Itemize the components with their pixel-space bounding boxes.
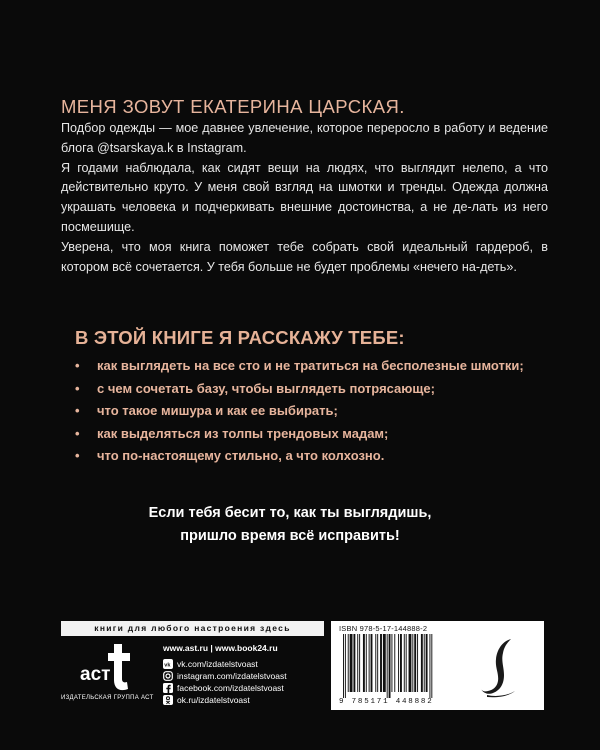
barcode-bar	[429, 634, 430, 698]
social-link[interactable]	[163, 670, 287, 681]
publisher-links	[163, 643, 287, 706]
vk-icon	[163, 659, 173, 669]
barcode-icon	[341, 634, 459, 698]
barcode-bar	[375, 634, 376, 692]
barcode-bar	[431, 634, 432, 698]
list-item-text: с чем сочетать базу, чтобы выглядеть потрясающе;	[97, 380, 435, 396]
instagram-icon	[163, 671, 173, 681]
author-heading: МЕНЯ ЗОВУТ ЕКАТЕРИНА ЦАРСКАЯ.	[61, 96, 405, 117]
svg-text:vk: vk	[164, 661, 171, 668]
social-links	[163, 658, 287, 705]
list-item-text: что такое мишура и как ее выбирать;	[97, 403, 338, 418]
barcode-bar	[353, 634, 355, 692]
barcode-bar	[387, 634, 388, 698]
list-item-text: что по-настоящему стильно, а что колхозно.	[97, 448, 385, 463]
barcode-bar	[398, 634, 399, 692]
cta-line: пришло время всё исправить!	[180, 528, 400, 544]
social-link-text: vk.com/izdatelstvoast	[177, 658, 258, 669]
list-item-text: как выглядеть на все сто и не тратиться на бесполезные шмотки;	[97, 358, 524, 373]
barcode-bar	[417, 634, 418, 692]
list-item	[75, 424, 535, 444]
bullet-icon: •	[75, 358, 80, 373]
social-link-text: instagram.com/izdatelstvoast	[177, 670, 287, 681]
call-to-action	[120, 502, 460, 548]
barcode-bar	[404, 634, 405, 692]
ast-logo-icon	[78, 640, 130, 692]
social-link[interactable]	[163, 694, 287, 705]
barcode-bar	[348, 634, 349, 692]
barcode-bar	[366, 634, 367, 692]
barcode-bar	[345, 634, 346, 698]
list-item	[75, 446, 535, 466]
book-contents-title: В ЭТОЙ КНИГЕ Я РАССКАЖУ ТЕБЕ:	[75, 327, 405, 348]
logo-text: аст	[80, 664, 111, 685]
bullet-icon: •	[75, 448, 80, 463]
social-link-text: facebook.com/izdatelstvoast	[177, 682, 284, 693]
publisher-name: ИЗДАТЕЛЬСКАЯ ГРУППА АСТ	[61, 695, 154, 701]
ok-icon	[163, 695, 173, 705]
social-link-text: ok.ru/izdatelstvoast	[177, 694, 250, 705]
list-item	[75, 379, 535, 399]
barcode-panel	[331, 621, 544, 710]
barcode-bar	[414, 634, 416, 692]
barcode-bar	[371, 634, 373, 692]
isbn-number: ISBN 978-5-17-144888-2	[339, 624, 428, 633]
barcode-bar	[343, 634, 344, 698]
quill-logo-icon	[477, 635, 521, 701]
social-link[interactable]	[163, 658, 287, 669]
list-item	[75, 401, 535, 421]
barcode-bar	[377, 634, 378, 692]
author-bio	[61, 119, 548, 277]
barcode-bar	[363, 634, 365, 692]
barcode-bar	[394, 634, 395, 692]
barcode-bar	[359, 634, 360, 692]
barcode-bar	[409, 634, 412, 692]
bullet-icon: •	[75, 403, 80, 418]
facebook-icon	[163, 683, 173, 693]
bullet-icon: •	[75, 380, 80, 396]
cta-line: Если тебя бесит то, как ты выглядишь,	[148, 505, 432, 521]
bio-paragraph: Уверена, что моя книга поможет тебе собрать свой идеальный гардероб, в котором всё сочетается. У тебя больше не будет проблемы «нечего на-деть».	[61, 239, 548, 274]
bullet-icon: •	[75, 425, 80, 441]
bio-paragraph: Я годами наблюдала, как сидят вещи на людях, что выглядит нелепо, а что действительно круто. У меня свой взгляд на шмотки и тренды. Одежда должна украшать человека и подчеркивать внешние достоинства, а не де-лать из него посмешище.	[61, 160, 548, 234]
publisher-slogan: книги для любого настроения здесь	[61, 621, 324, 636]
barcode-bar	[406, 634, 407, 692]
list-item	[75, 356, 535, 376]
barcode-number: 9 785171 448882	[339, 698, 434, 706]
barcode-bar	[412, 634, 413, 692]
bio-paragraph: Подбор одежды — мое давнее увлечение, которое переросло в работу и ведение блога @tsarskaya.k в Instagram.	[61, 121, 548, 155]
barcode-bar	[400, 634, 402, 692]
barcode-bar	[369, 634, 370, 692]
barcode-bar	[424, 634, 425, 692]
barcode-bar	[389, 634, 391, 698]
barcode-bar	[357, 634, 358, 692]
social-link[interactable]	[163, 682, 287, 693]
book-contents-list	[75, 356, 535, 469]
barcode-bar	[421, 634, 423, 692]
barcode-bar	[350, 634, 353, 692]
list-item-text: как выделяться из толпы трендовых мадам;	[97, 425, 389, 441]
barcode-bar	[391, 634, 392, 692]
barcode-bar	[380, 634, 382, 692]
barcode-bar	[426, 634, 428, 692]
website-links[interactable]: www.ast.ru | www.book24.ru	[163, 643, 278, 653]
barcode-bar	[383, 634, 386, 692]
